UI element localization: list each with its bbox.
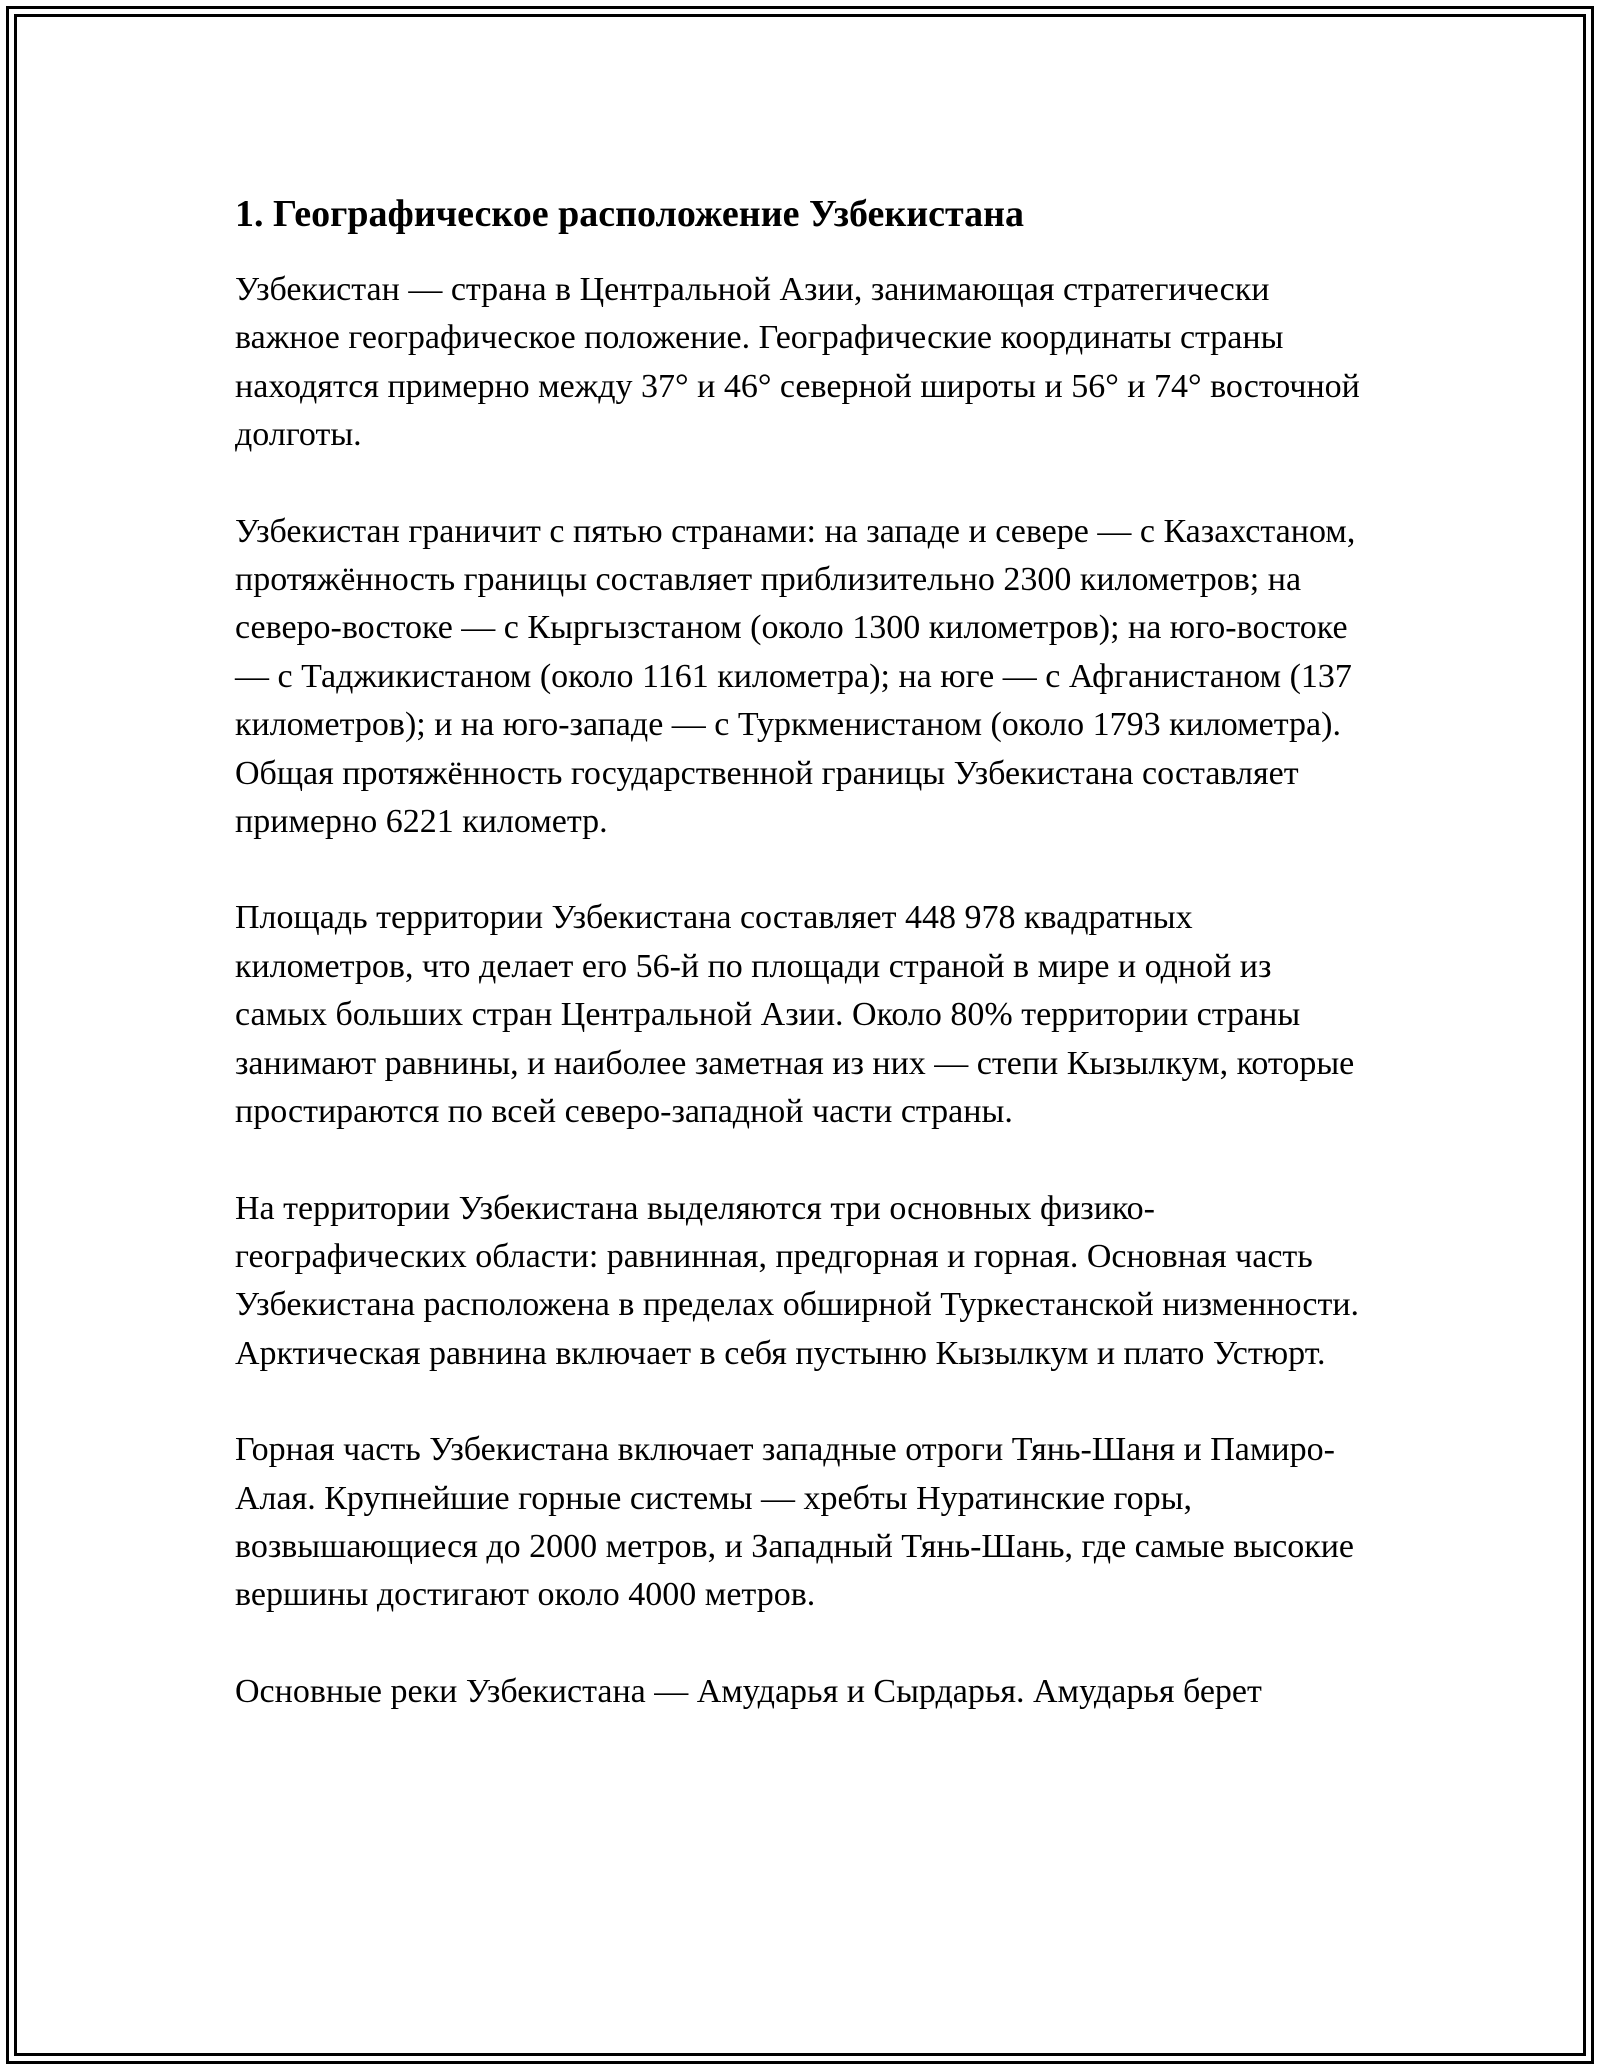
paragraph-borders: Узбекистан граничит с пятью странами: на западе и севере — с Казахстаном, протяжённость границы составляет приблизительно 2300 километров; на северо-востоке — с Кыргызстаном (около 1300 километров); на юго-востоке — с Таджикистаном (около 1161 километра); на юге — с Афганистаном (137 километров); и на юго-западе — с Туркменистаном (около 1793 километра). Общая протяжённость государственной границы Узбекистана составляет примерно 6221 километр. — [235, 512, 1356, 841]
paragraph-regions: На территории Узбекистана выделяются три основных физико-географических области: равнинная, предгорная и горная. Основная часть Узбекистана расположена в пределах обширной Туркестанской низменности. Арктическая равнина включает в себя пустыню Кызылкум и плато Устюрт. — [235, 1189, 1360, 1372]
paragraph-mountains: Горная часть Узбекистана включает западные отроги Тянь-Шаня и Памиро-Алая. Крупнейшие горные системы — хребты Нуратинские горы, возвышающиеся до 2000 метров, и Западный Тянь-Шань, где самые высокие вершины достигают около 4000 метров. — [235, 1431, 1354, 1614]
paragraph-location: Узбекистан — страна в Центральной Азии, занимающая стратегически важное географическое положение. Географические координаты страны находятся примерно между 37° и 46° северной широты и 56° и 74° восточной долготы. — [235, 271, 1360, 454]
document-body — [235, 186, 1365, 1764]
section-heading: 1. Географическое расположение Узбекистана — [235, 193, 1025, 235]
paragraph-area: Площадь территории Узбекистана составляет 448 978 квадратных километров, что делает его 56-й по площади страной в мире и одной из самых больших стран Центральной Азии. Около 80% территории страны занимают равнины, и наиболее заметная из них — степи Кызылкум, которые простираются по всей северо-западной части страны. — [235, 899, 1355, 1131]
paragraph-rivers: Основные реки Узбекистана — Амударья и Сырдарья. Амударья берет — [235, 1672, 1262, 1710]
